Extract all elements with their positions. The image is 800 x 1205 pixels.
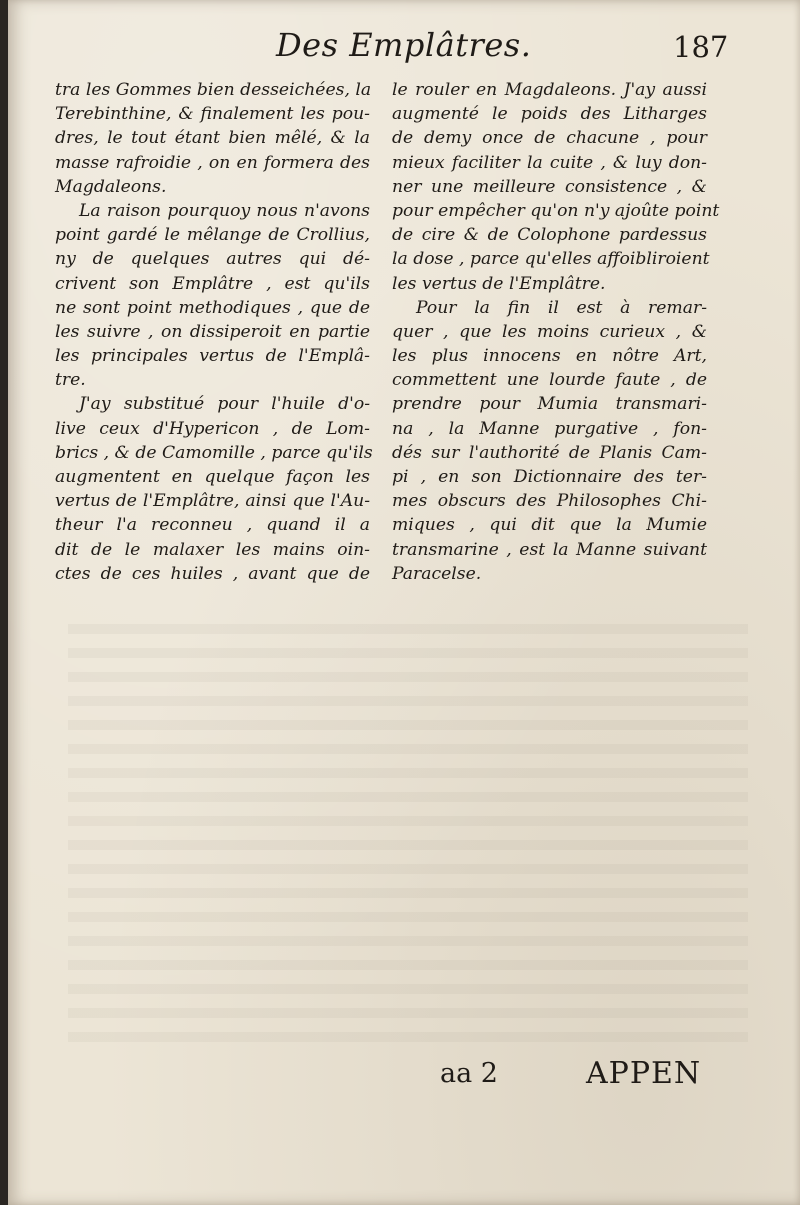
text-line: ner une meilleure consistence , & — [392, 176, 707, 197]
text-line: commettent une lourde faute , de — [392, 370, 707, 391]
text-line: Magdaleons. — [55, 176, 167, 197]
text-line: les principales vertus de l'Emplâ- — [55, 346, 370, 367]
text-line: Paracelse. — [392, 563, 482, 584]
text-line: augmenté le poids des Litharges — [392, 104, 707, 125]
text-line: pour empêcher qu'on n'y ajoûte point — [392, 200, 720, 221]
right-text-column — [392, 78, 720, 586]
text-line: brics , & de Camomille , parce qu'ils — [55, 442, 373, 463]
text-line: le rouler en Magdaleons. J'ay aussi — [392, 80, 707, 100]
text-line: mieux faciliter la cuite , & luy don- — [392, 152, 707, 173]
book-page — [8, 0, 800, 1205]
text-line: dés sur l'authorité de Planis Cam- — [392, 442, 707, 463]
text-line: tra les Gommes bien desseichées, la — [55, 80, 372, 100]
text-line: live ceux d'Hypericon , de Lom- — [55, 418, 370, 439]
text-line: les vertus de l'Emplâtre. — [392, 273, 606, 294]
text-line: theur l'a reconneu , quand il a — [55, 515, 370, 536]
text-line: dit de le malaxer les mains oin- — [55, 539, 370, 560]
page-number: 187 — [673, 30, 729, 64]
text-line: Terebinthine, & finalement les pou- — [55, 104, 370, 125]
text-line: pi , en son Dictionnaire des ter- — [392, 467, 707, 487]
catchword: APPEN — [586, 1056, 702, 1091]
text-line: les suivre , on dissiperoit en partie — [55, 321, 370, 342]
left-text-column — [55, 78, 373, 586]
text-line: J'ay substitué pour l'huile d'o- — [79, 394, 370, 415]
show-through-texture — [68, 610, 748, 1050]
text-line: transmarine , est la Manne suivant — [392, 539, 707, 560]
text-line: Pour la fin il est à remar- — [416, 297, 707, 318]
text-line: prendre pour Mumia transmari- — [392, 394, 707, 415]
running-title: Des Emplâtres. — [276, 26, 532, 64]
text-line: les plus innocens en nôtre Art, — [392, 346, 707, 367]
text-line: quer , que les moins curieux , & — [392, 321, 707, 342]
text-line: miques , qui dit que la Mumie — [392, 515, 707, 536]
text-line: ne sont point methodiques , que de — [55, 297, 370, 318]
text-line: La raison pourquoy nous n'avons — [79, 200, 370, 221]
text-line: ny de quelques autres qui dé- — [55, 249, 370, 270]
text-line: de cire & de Colophone pardessus — [392, 225, 707, 246]
text-line: vertus de l'Emplâtre, ainsi que l'Au- — [55, 491, 370, 512]
text-line: point gardé le mêlange de Crollius, — [55, 225, 370, 246]
text-line: la dose , parce qu'elles affoibliroient — [392, 249, 710, 270]
text-line: mes obscurs des Philosophes Chi- — [392, 491, 707, 512]
signature-mark: aa 2 — [440, 1058, 498, 1089]
text-line: augmentent en quelque façon les — [55, 467, 370, 487]
text-line: tre. — [55, 370, 86, 391]
text-line: na , la Manne purgative , fon- — [392, 418, 707, 439]
text-line: de demy once de chacune , pour — [392, 128, 707, 149]
text-line: dres, le tout étant bien mêlé, & la — [55, 128, 370, 149]
text-line: ctes de ces huiles , avant que de — [55, 563, 370, 584]
text-line: masse rafroidie , on en formera des — [55, 152, 370, 173]
text-line: crivent son Emplâtre , est qu'ils — [55, 273, 370, 294]
